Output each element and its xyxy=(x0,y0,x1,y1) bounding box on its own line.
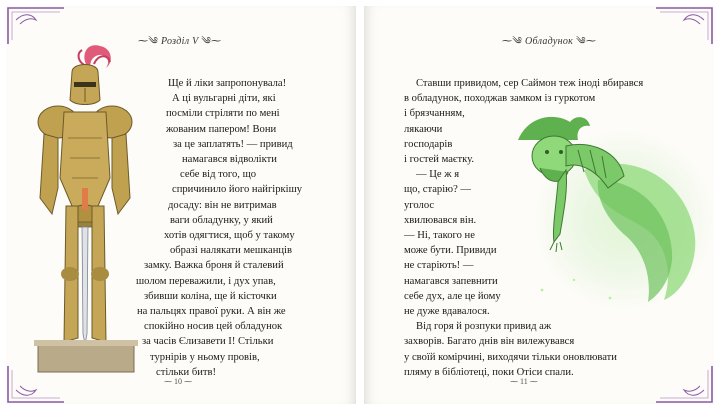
text-line: — Це ж я xyxy=(416,169,460,181)
text-line: шолом переважили, і дух упав, xyxy=(136,275,276,287)
text-line: захворів. Багато днів він вилежувався xyxy=(404,336,575,348)
text-line: що, старію? — xyxy=(404,184,472,196)
text-line: і брязчанням, xyxy=(404,108,465,120)
text-line: лякаючи xyxy=(404,123,443,135)
text-line: господарів xyxy=(404,138,453,150)
text-line: образі налякати мешканців xyxy=(170,245,292,257)
text-line: спокійно носив цей обладунок xyxy=(144,321,283,333)
text-line: стільки битв! xyxy=(156,366,217,378)
text-line: не дуже вдавалося. xyxy=(404,306,490,318)
section-title: Обладунок xyxy=(524,36,574,47)
text-line: турнірів у ньому провів, xyxy=(150,351,260,363)
left-page xyxy=(6,6,356,404)
text-line: — Ні, такого не xyxy=(404,230,475,242)
text-line: і гостей маєтку. xyxy=(404,154,474,166)
text-line: себе дух, але це йому xyxy=(404,290,501,302)
chapter-title: Розділ V xyxy=(160,36,199,47)
running-header-left xyxy=(138,30,221,58)
text-line: у своїй комірчині, виходячи тільки оновлювати xyxy=(404,351,617,363)
page-number-left xyxy=(164,377,192,386)
text-line: на пальцях правої руки. А він же xyxy=(137,306,286,318)
folio-number: 11 xyxy=(520,377,528,386)
header-flourish-icon: ༄⁓ xyxy=(201,36,222,47)
text-line: спричинило його найгіркішу xyxy=(172,184,303,196)
text-line: А ці вульгарні діти, які xyxy=(172,93,276,105)
text-line: посміли стріляти по мені xyxy=(166,108,280,120)
text-line: Від горя й розпуки привид аж xyxy=(416,321,552,333)
right-page-text xyxy=(364,76,714,380)
folio-flourish-icon: ⁓ xyxy=(164,377,174,386)
text-line: намагався запевнити xyxy=(404,275,498,287)
text-line: намагався відволікти xyxy=(182,154,277,166)
text-line: хвилювався він. xyxy=(404,214,477,226)
text-line: в обладунок, походжав замком із гуркотом xyxy=(404,93,596,105)
folio-number: 10 xyxy=(174,377,182,386)
text-line: не старіють! — xyxy=(404,260,474,272)
folio-flourish-icon: ⁓ xyxy=(182,377,192,386)
right-page xyxy=(364,6,714,404)
text-line: уголос xyxy=(404,199,435,211)
text-line: жованим папером! Вони xyxy=(166,123,277,135)
running-header-right xyxy=(502,30,596,58)
text-line: хотів одягтися, щоб у такому xyxy=(164,230,295,242)
left-page-text xyxy=(6,76,356,380)
header-flourish-icon: ⁓༄ xyxy=(502,36,523,47)
text-line: пляму в бібліотеці, поки Отіси спали. xyxy=(404,366,574,378)
text-line: за це заплатять! — привид xyxy=(173,138,293,150)
corner-ornament-top-right xyxy=(654,6,714,46)
text-line: замку. Важка броня й сталевий xyxy=(144,260,284,272)
header-flourish-icon: ༄⁓ xyxy=(575,36,597,47)
text-line: досаду: він не витримав xyxy=(168,199,277,211)
page-number-right xyxy=(510,377,538,386)
text-line: збивши коліна, ще й кісточки xyxy=(144,290,277,302)
text-line: Ще й ліки запропонувала! xyxy=(168,78,287,89)
text-line: Ставши привидом, сер Саймон теж іноді вбирався xyxy=(416,78,644,89)
folio-flourish-icon: ⁓ xyxy=(527,377,538,386)
folio-flourish-icon: ⁓ xyxy=(510,377,520,386)
text-line: себе від того, що xyxy=(180,169,257,181)
text-line: за часів Єлизавети I! Стільки xyxy=(142,336,274,348)
text-line: ваги обладунку, у який xyxy=(170,214,273,226)
text-line: може бути. Привиди xyxy=(404,245,497,257)
header-flourish-icon: ⁓༄ xyxy=(138,36,159,47)
